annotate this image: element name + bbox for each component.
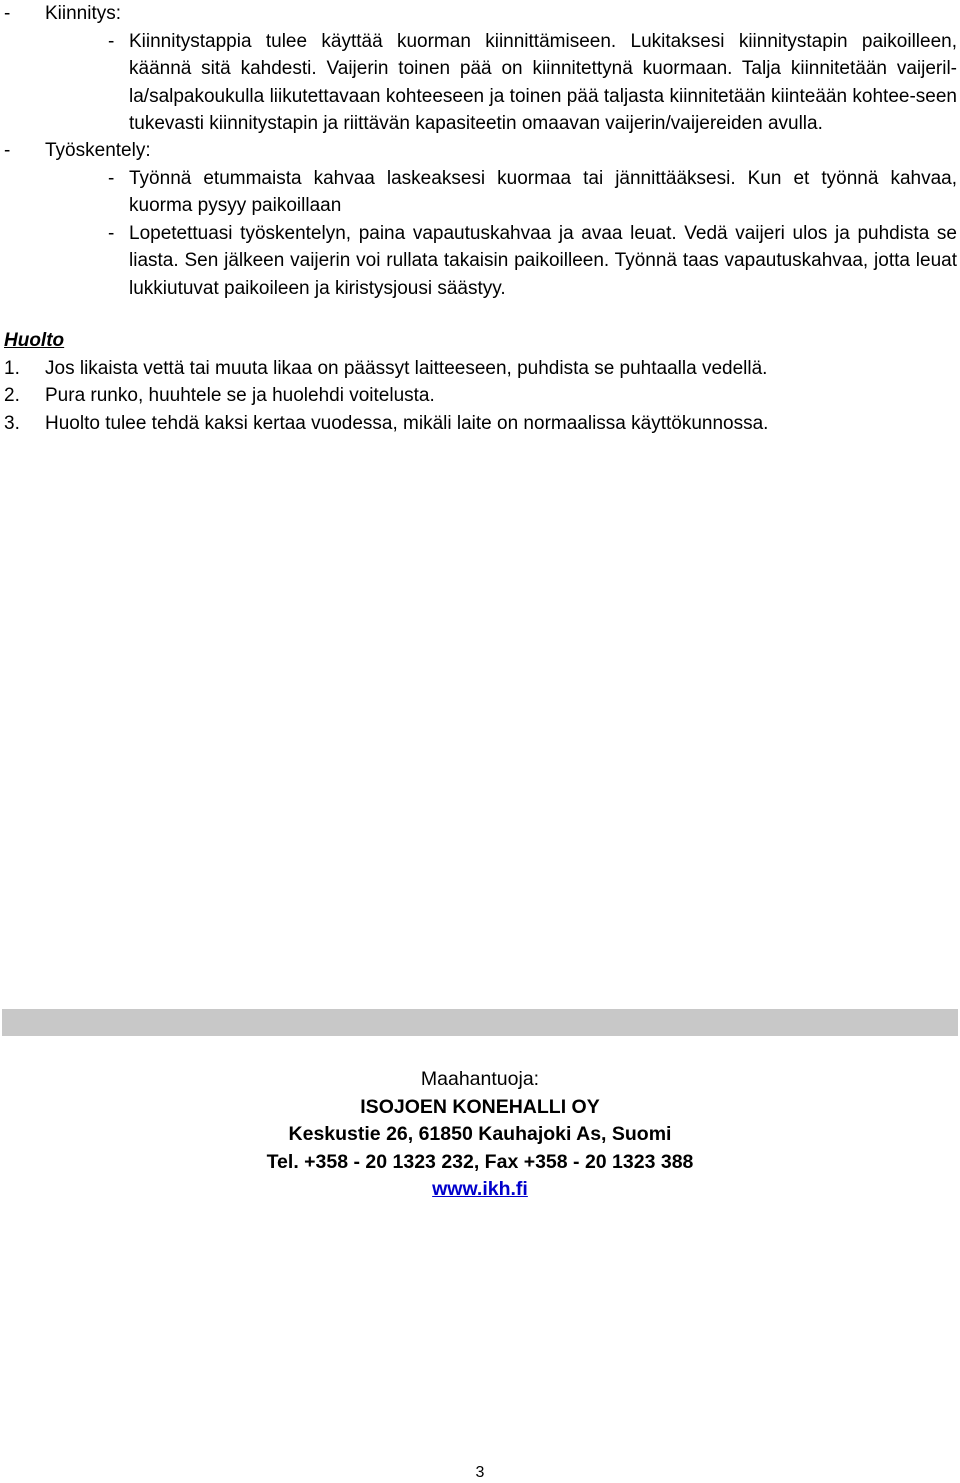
huolto-item — [0, 382, 960, 410]
bullet-dash: - — [108, 30, 115, 52]
kiinnitys-item-text: Kiinnitystappia tulee käyttää kuorman kiinnittämiseen. Lukitaksesi kiinnitystapin paikoilleen, käännä sitä kahdesti. Vaijerin toinen pää on kiinnitettynä kuormaan. Talja kiinnitetään vaijeril-la/salpakoukulla liikutettavaan kohteeseen ja toinen pää taljasta kiinnitetään kiinteään kohtee-seen tukevasti kiinnitystapin ja riittävän kapasiteetin omaavan vaijerin/vaijereiden avulla. — [129, 30, 957, 134]
huolto-item — [0, 355, 960, 383]
tyoskentely-item-text: Työnnä etummaista kahvaa laskeaksesi kuormaa tai jännittääksesi. Kun et työnnä kahvaa, kuorma pysyy paikoillaan — [129, 167, 957, 216]
huolto-item-text: Huolto tulee tehdä kaksi kertaa vuodessa, mikäli laite on normaalissa käyttökunnossa. — [45, 412, 769, 434]
huolto-item — [0, 410, 960, 438]
tyoskentely-item — [0, 165, 960, 220]
footer-separator-bar — [2, 1009, 958, 1036]
importer-info — [0, 1066, 960, 1204]
huolto-item-text: Jos likaista vettä tai muuta likaa on päässyt laitteeseen, puhdista se puhtaalla vedellä. — [45, 357, 768, 379]
huolto-item-number: 1. — [4, 357, 20, 379]
company-address: Keskustie 26, 61850 Kauhajoki As, Suomi — [288, 1123, 672, 1145]
tyoskentely-item — [0, 220, 960, 303]
kiinnitys-item — [0, 28, 960, 138]
company-name: ISOJOEN KONEHALLI OY — [360, 1095, 600, 1118]
tyoskentely-heading: Työskentely: — [45, 140, 151, 161]
kiinnitys-section — [0, 0, 960, 138]
importer-label: Maahantuoja: — [420, 1068, 540, 1090]
page-number: 3 — [475, 1464, 485, 1481]
company-contact: Tel. +358 - 20 1323 232, Fax +358 - 20 1323 388 — [266, 1150, 694, 1173]
huolto-item-number: 3. — [4, 412, 20, 434]
bullet-dash: - — [4, 3, 11, 24]
huolto-item-number: 2. — [4, 385, 20, 406]
kiinnitys-heading-row — [0, 0, 960, 28]
bullet-dash: - — [108, 222, 115, 244]
bullet-dash: - — [4, 140, 11, 161]
tyoskentely-item-text: Lopetettuasi työskentelyn, paina vapautuskahvaa ja avaa leuat. Vedä vaijeri ulos ja puhdista se liasta. Sen jälkeen vaijerin voi rullata takaisin paikoilleen. Työnnä taas vapautuskahvaa, jotta leuat lukkiutuvat paikoileen ja kiristysjousi säästyy. — [129, 222, 957, 299]
tyoskentely-section — [0, 137, 960, 302]
tyoskentely-heading-row — [0, 137, 960, 165]
huolto-item-text: Pura runko, huuhtele se ja huolehdi voitelusta. — [45, 385, 435, 406]
bullet-dash: - — [108, 167, 115, 189]
huolto-section — [0, 327, 960, 437]
kiinnitys-heading: Kiinnitys: — [45, 3, 122, 24]
website-link[interactable]: www.ikh.fi — [432, 1178, 528, 1200]
huolto-title: Huolto — [4, 330, 65, 351]
